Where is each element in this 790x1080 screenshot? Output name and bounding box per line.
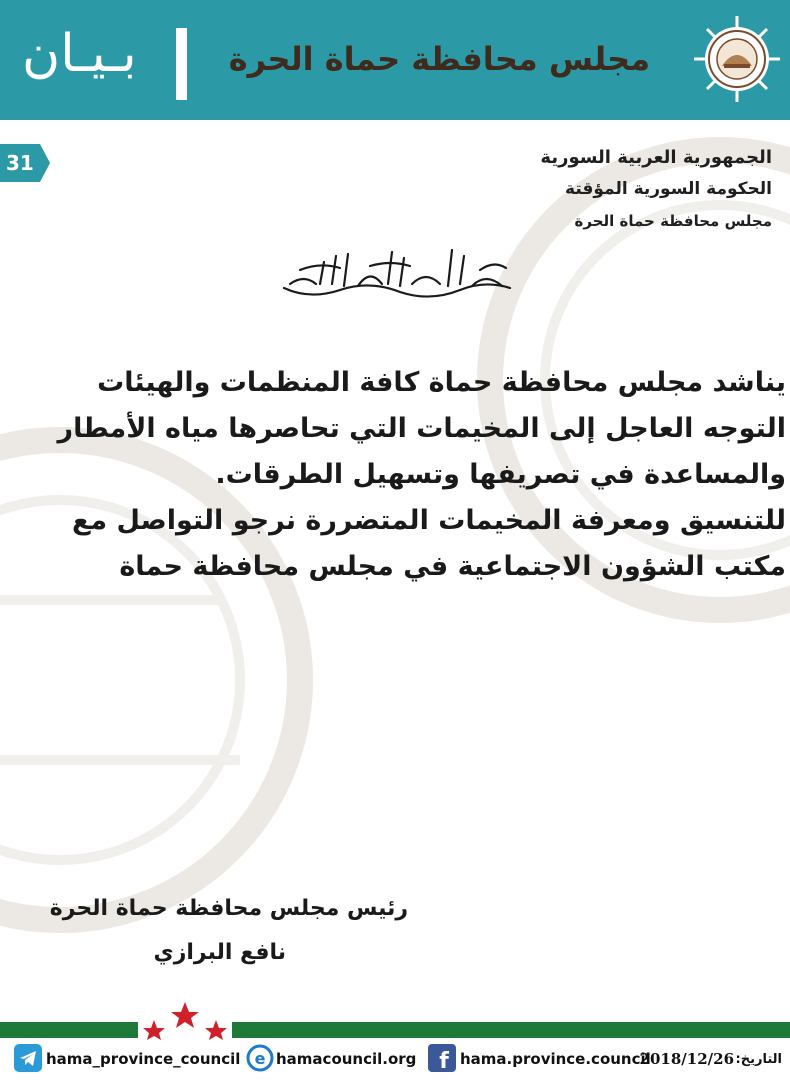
statement-line: يناشد مجلس محافظة حماة كافة المنظمات والهيئات: [97, 367, 786, 398]
svg-text:e: e: [254, 1049, 266, 1068]
issue-number: 31: [6, 151, 34, 175]
bayan-wordmark: بـيـان: [22, 24, 137, 84]
statement-body: [10, 360, 786, 590]
statement-line: للتنسيق ومعرفة المخيمات المتضررة نرجو التواصل مع: [71, 505, 786, 536]
date-value: 2018/12/26: [639, 1050, 734, 1068]
facebook-page[interactable]: hama.province.council: [460, 1050, 651, 1068]
date-label: التاريخ:: [735, 1052, 782, 1067]
facebook-icon: [428, 1044, 456, 1072]
web-icon: [246, 1044, 274, 1072]
website-link[interactable]: hamacouncil.org: [276, 1050, 417, 1068]
header-title: مجلس محافظة حماة الحرة: [228, 40, 650, 78]
footer-contacts: [0, 1044, 790, 1080]
telegram-handle[interactable]: hama_province_council: [46, 1050, 241, 1068]
council-name: مجلس محافظة حماة الحرة: [574, 212, 772, 230]
header-divider: [176, 28, 187, 100]
signatory-title: رئيس مجلس محافظة حماة الحرة: [49, 896, 408, 921]
svg-text:f: f: [439, 1049, 449, 1072]
country-name: الجمهورية العربية السورية: [540, 147, 772, 168]
basmala-calligraphy: [280, 244, 514, 306]
statement-line: والمساعدة في تصريفها وتسهيل الطرقات.: [215, 459, 786, 490]
flag-stars-icon: [140, 1000, 230, 1040]
council-logo-icon: [692, 14, 782, 104]
government-heading: [540, 143, 772, 237]
government-name: الحكومة السورية المؤقتة: [565, 179, 772, 199]
statement-line: التوجه العاجل إلى المخيمات التي تحاصرها مياه الأمطار: [57, 413, 786, 444]
signatory-name: نافع البرازي: [153, 940, 286, 965]
telegram-icon: [14, 1044, 42, 1072]
statement-line: مكتب الشؤون الاجتماعية في مجلس محافظة حماة: [119, 551, 786, 582]
header-banner: [0, 0, 790, 120]
footer-stripe: [0, 1022, 790, 1038]
